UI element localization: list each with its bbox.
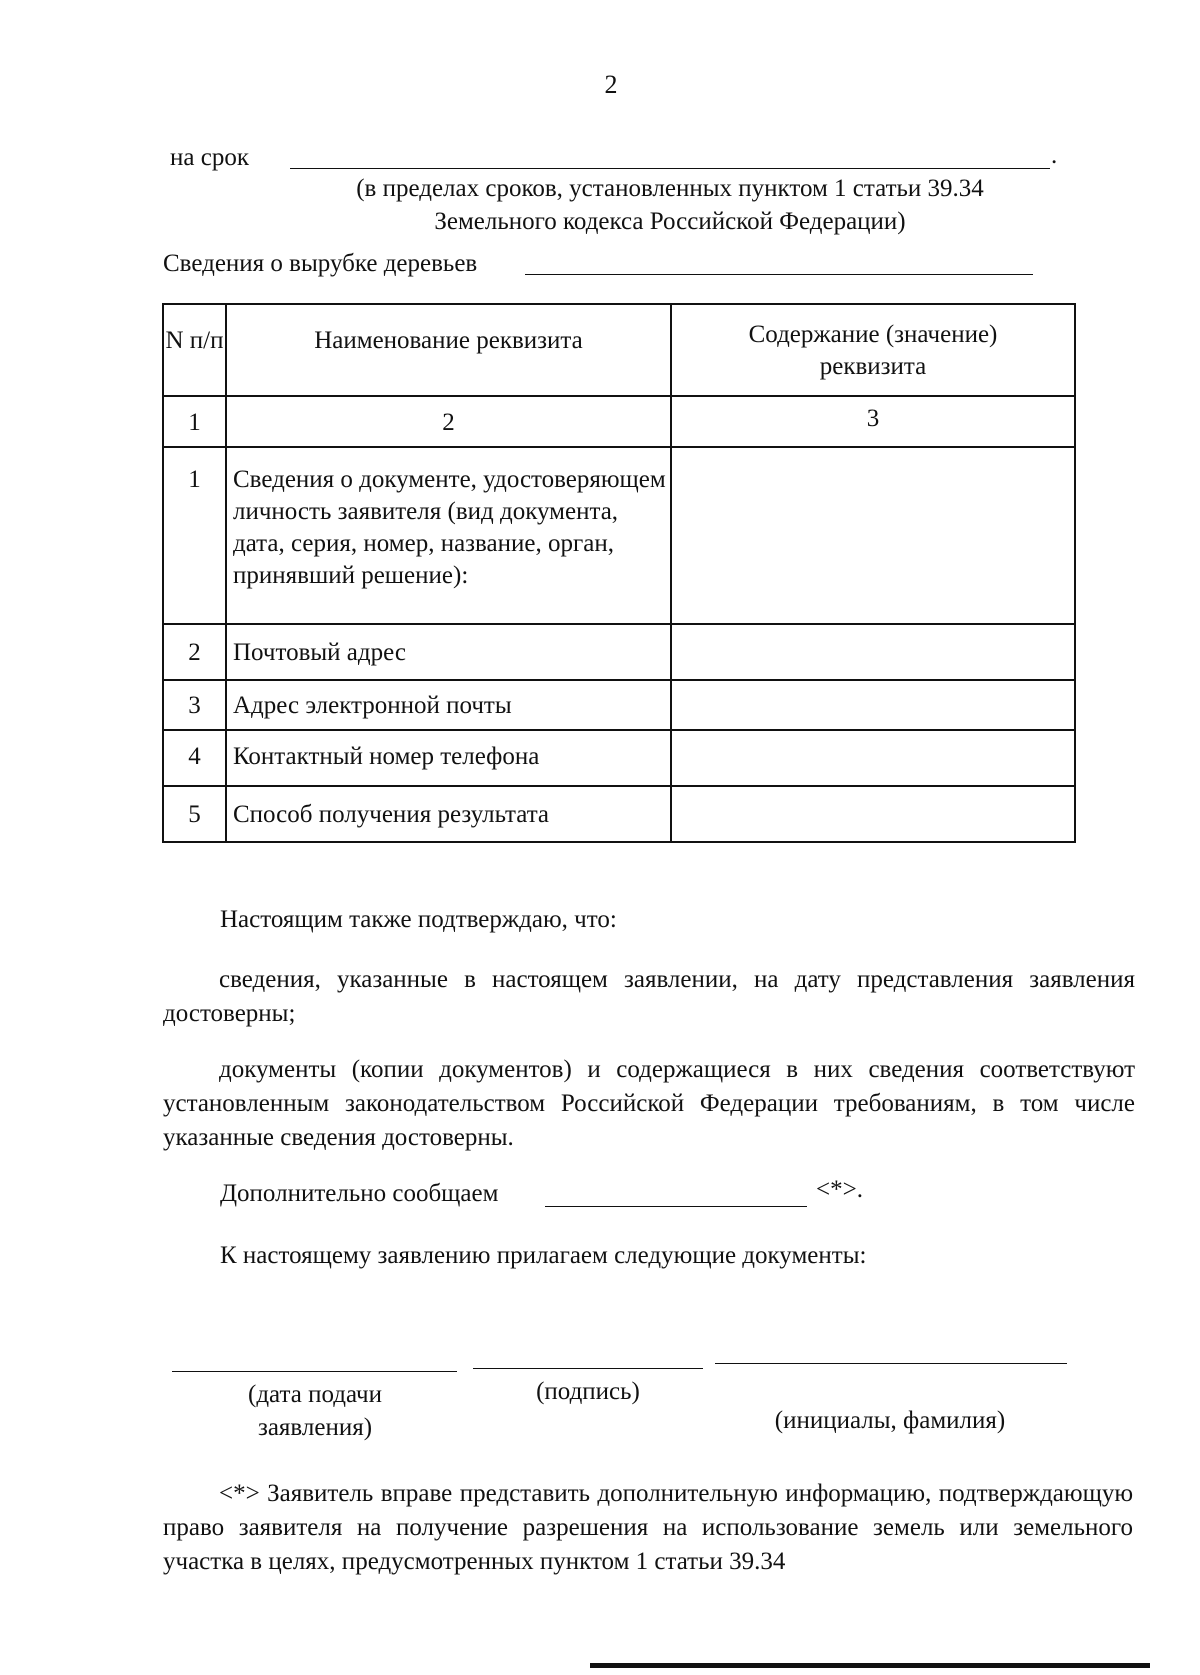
- additional-label: Дополнительно сообщаем: [220, 1180, 499, 1207]
- tree-felling-label: Сведения о вырубке деревьев: [163, 250, 478, 277]
- requisites-table: [162, 303, 1076, 843]
- signature-line[interactable]: [473, 1368, 703, 1369]
- table-row: [163, 447, 1075, 624]
- confirm-intro: Настоящим также подтверждаю, что:: [220, 906, 617, 933]
- additional-input-line[interactable]: [545, 1206, 807, 1207]
- row-name: Контактный номер телефона: [226, 730, 671, 786]
- column-number-2: 2: [226, 396, 671, 447]
- additional-suffix: <*>.: [816, 1176, 863, 1203]
- table-row: [163, 730, 1075, 786]
- date-signature-line[interactable]: [172, 1371, 457, 1372]
- date-caption-line-1: (дата подачи: [248, 1381, 382, 1408]
- row-value-cell[interactable]: [671, 730, 1075, 786]
- footnote: <*> Заявитель вправе представить дополнительную информацию, подтверждающую право заявителя на получение разрешения на использование земель или земельного участка в целях, предусмотренных пунктом 1 статьи 39.34: [163, 1480, 1133, 1575]
- term-end-mark: .: [1051, 142, 1058, 169]
- date-caption: [205, 1378, 425, 1444]
- row-number: 1: [163, 447, 226, 624]
- term-label: на срок: [170, 144, 249, 171]
- date-caption-line-2: заявления): [257, 1414, 373, 1441]
- table-row: [163, 786, 1075, 842]
- header-name: Наименование реквизита: [226, 304, 671, 396]
- row-name: Почтовый адрес: [226, 624, 671, 680]
- row-value-cell[interactable]: [671, 786, 1075, 842]
- row-number: 5: [163, 786, 226, 842]
- column-number-1: 1: [163, 396, 226, 447]
- term-note-line-1: (в пределах сроков, установленных пунктом 1 статьи 39.34: [356, 175, 984, 202]
- row-name: Сведения о документе, удостоверяющем личность заявителя (вид документа, дата, серия, номер, название, орган, принявший решение):: [226, 447, 671, 624]
- attachments-label: К настоящему заявлению прилагаем следующие документы:: [220, 1242, 867, 1269]
- row-name: Адрес электронной почты: [226, 680, 671, 730]
- bottom-rule: [590, 1663, 1150, 1668]
- column-number-3: 3: [671, 396, 1075, 447]
- name-signature-line[interactable]: [715, 1363, 1067, 1364]
- tree-felling-input-line[interactable]: [525, 274, 1033, 275]
- page-number: 2: [604, 70, 618, 99]
- table-column-numbers-row: [163, 396, 1075, 447]
- row-name: Способ получения результата: [226, 786, 671, 842]
- header-num: N п/п: [163, 304, 226, 396]
- table-row: [163, 624, 1075, 680]
- table-header-row: [163, 304, 1075, 396]
- row-number: 3: [163, 680, 226, 730]
- row-value-cell[interactable]: [671, 624, 1075, 680]
- term-note-line-2: Земельного кодекса Российской Федерации): [434, 208, 906, 235]
- row-value-cell[interactable]: [671, 447, 1075, 624]
- row-value-cell[interactable]: [671, 680, 1075, 730]
- row-number: 2: [163, 624, 226, 680]
- confirm-item-2: документы (копии документов) и содержащиеся в них сведения соответствуют установленным законодательством Российской Федерации требованиям, в том числе указанные сведения достоверны.: [163, 1056, 1135, 1151]
- table-row: [163, 680, 1075, 730]
- header-value: Содержание (значение) реквизита: [671, 304, 1075, 396]
- term-note: [290, 172, 1050, 238]
- signature-caption: (подпись): [536, 1378, 640, 1405]
- row-number: 4: [163, 730, 226, 786]
- name-caption: (инициалы, фамилия): [774, 1407, 1006, 1434]
- term-input-line[interactable]: [290, 168, 1050, 169]
- confirm-item-1: сведения, указанные в настоящем заявлении, на дату представления заявления достоверны;: [163, 966, 1135, 1027]
